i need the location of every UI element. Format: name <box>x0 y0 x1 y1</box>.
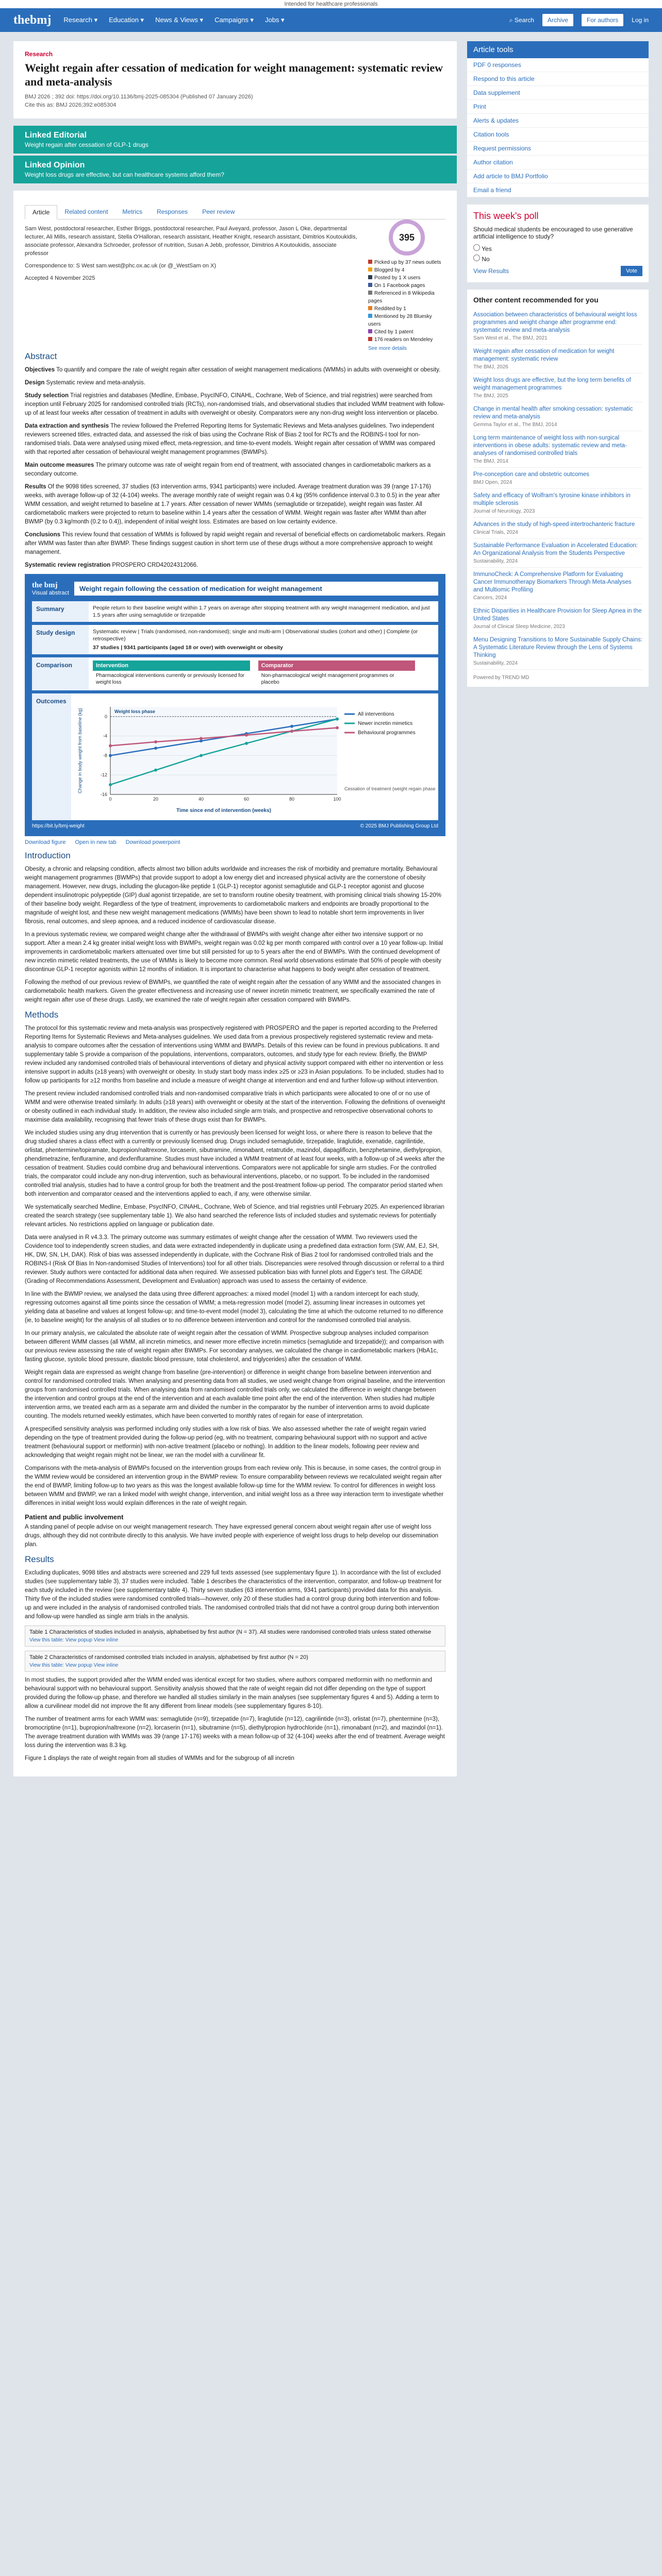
abstract-label: Main outcome measures <box>25 462 94 468</box>
va-logo: the bmj <box>32 581 58 589</box>
tab-metrics[interactable]: Metrics <box>122 208 143 215</box>
abstract-text: The primary outcome was rate of weight regain from end of treatment, with associated changes in cardiometabolic markers as a secondary outcome. <box>25 462 431 477</box>
nav-research[interactable]: Research ▾ <box>63 16 98 24</box>
recommended-meta: Journal of Neurology, 2023 <box>473 509 535 514</box>
recommended-item[interactable] <box>473 308 642 345</box>
series-point <box>290 725 293 728</box>
altmetric-item[interactable] <box>368 259 445 266</box>
recommended-meta: Sam West et al., The BMJ, 2021 <box>473 335 548 341</box>
series-point <box>245 734 248 737</box>
article-tool-item[interactable]: Respond to this article <box>467 72 649 86</box>
nav-campaigns[interactable]: Campaigns ▾ <box>214 16 254 24</box>
series-point <box>245 742 248 745</box>
x-tick-label: 20 <box>153 796 159 802</box>
altmetric-item-text: Mentioned by 28 Bluesky users <box>368 314 432 327</box>
altmetric-swatch <box>368 260 372 264</box>
altmetric-item-text: Cited by 1 patent <box>374 329 413 335</box>
body-paragraph: We systematically searched Medline, Embase, PsycINFO, CINAHL, Cochrane, Web of Science, and trial registries until February 2025. An experienced librarian created the search strategy (see supplementary table 1). We also hand searched the reference lists of included studies and systematic reviews for potentially relevant articles. No restrictions applied on language or publication date. <box>25 1204 444 1228</box>
linked-opinion-title: Linked Opinion <box>25 161 85 170</box>
altmetric-item-text: On 1 Facebook pages <box>374 283 425 289</box>
series-point <box>109 754 112 757</box>
legend-entry: All interventions <box>358 711 394 717</box>
article-tool-item[interactable]: Citation tools <box>467 128 649 142</box>
article-citation: BMJ 2026 ; 392 doi: https://doi.org/10.1136/bmj-2025-085304 (Published 07 January 2026) <box>25 94 253 100</box>
altmetric-item[interactable] <box>368 328 445 336</box>
body-paragraph: In line with the BWMP review, we analysed the data using three different approaches: a mixed model (model 1) with a random intercept for each study, regressing outcomes against all time points since the cessation of WMM; a meta-regression model (model 2), assuming linear increases in outcomes yet yielding data at baseline and values at longest follow-up; and time-to-event model (model 3), calculating the time at which the outcome returned to no difference (ie, to baseline weight) for the analysis of all studies or to no difference between intervention and control for the randomised controlled trial analysis. <box>25 1291 443 1324</box>
recommended-title[interactable]: Safety and efficacy of Wolfram's tyrosine kinase inhibitors in multiple sclerosis <box>473 493 631 506</box>
abstract-label: Design <box>25 380 45 386</box>
body-paragraph: Following the method of our previous review of BWMPs, we quantified the rate of weight regain after the cessation of any WMM and the associated changes in cardiometabolic health markers. Given the greater effectiveness and increasing use of newer incretin mimetic treatment, we specifically examined the rate of weight regain after use of these drugs. Lastly, we examined the rate of weight regain after cessation compared with BWMPs. <box>25 979 441 1003</box>
abstract-text: Of the 9098 titles screened, 37 studies (63 intervention arms, 9341 participants) were included. Average treatment duration was 39 (range 17-176) weeks, with average follow-up of 32 (4-104) weeks. The average monthly rate of weight regain was 0.4 kg (95% confidence interval 0.3 to 0.5) in the year after WMM cessation, and weight returned to baseline at 1.7 years. After cessation of newer WMMs (semaglutide or tirzepatide), weight regain was faster. All cardiometabolic markers were projected to return to baseline within 1.4 years after the cessation of WMM. Weight regain was faster after WMM than after BWMP (by 0.3 kg/month (0.2 to 0.4)), independent of initial weight loss. Estimates are based on low certainty evidence. <box>25 484 440 525</box>
linked-opinion[interactable] <box>13 156 457 183</box>
altmetric-swatch <box>368 337 372 341</box>
weekly-poll <box>467 205 649 282</box>
nav-jobs[interactable]: Jobs ▾ <box>264 16 285 24</box>
altmetric-swatch <box>368 314 372 318</box>
annotation-weight-loss: Weight loss phase <box>114 709 155 714</box>
altmetric-panel <box>368 219 445 351</box>
abstract-text: Trial registries and databases (Medline, Embase, PsycINFO, CINAHL, Cochrane, Web of Science, and trial registries) were searched from inception until February 2025 for randomised controlled trials (RCTs), non-randomised trials, and observational studies that included WMM treatment with follow-up of at least four weeks after cessation of treatment in adults with overweight or obesity. Comparators were any non-drug weight loss intervention or placebo. <box>25 393 445 416</box>
article-tool-item[interactable]: Alerts & updates <box>467 114 649 128</box>
tab-responses[interactable]: Responses <box>157 208 188 215</box>
section-subheading: Patient and public involvement <box>25 1513 124 1521</box>
recommended-item[interactable] <box>473 518 642 539</box>
article-tool-item[interactable]: Add article to BMJ Portfolio <box>467 170 649 183</box>
altmetric-swatch <box>368 283 372 287</box>
recommended-item[interactable] <box>473 374 642 402</box>
y-axis-label: Change in body weight from baseline (kg) <box>77 707 82 794</box>
sidebar <box>467 41 649 687</box>
body-paragraph: In our primary analysis, we calculated the absolute rate of weight regain after the cessation of WMM. Prospective subgroup analyses included comparison between different WMM classes (all WMM, all incretin mimetics, and newer more effective incretin mimetics (semaglutide and tirzepatide)); and comparison with our previous review assessing the rate of weight regain after BWMPs. For secondary analyses, we calculated the change in cardiometabolic markers (HbA1c, fasting glucose, systolic blood pressure, diastolic blood pressure, total cholesterol, and triglycerides) after the cessation of WMM. <box>25 1330 444 1363</box>
series-point <box>154 740 157 743</box>
tab-related[interactable]: Related content <box>64 208 108 215</box>
altmetric-list <box>368 259 445 344</box>
abstract-heading: Abstract <box>25 351 57 361</box>
va-intervention-box <box>93 660 250 687</box>
recommended-item[interactable] <box>473 539 642 568</box>
x-tick-label: 40 <box>198 796 204 802</box>
section-heading: Introduction <box>25 851 71 860</box>
series-point <box>109 744 112 748</box>
table-box <box>25 1625 445 1647</box>
accepted-date: Accepted 4 November 2025 <box>25 275 95 281</box>
body-paragraph: Comparisons with the meta-analysis of BWMPs focused on the intervention groups from each review only. This is because, in some cases, the control group in the WMM review would be considered an intervention group in the BWMP review. To ensure comparability between reviews we recalculated weight regain after the end of BWMP, limiting follow-up to two years as this was the longest available follow-up time for the WMM review. To control for differences in weight loss between WMM and BWMP, we ran a linked model with weight change, intervention, and initial weight loss as a three way interaction term to investigate whether differences in initial weight loss would explain differences in the rate of weight regain. <box>25 1465 444 1506</box>
recommended-meta: Gemma Taylor et al., The BMJ, 2014 <box>473 422 557 428</box>
va-footer-link[interactable]: https://bit.ly/bmj-weight <box>32 823 85 829</box>
annotation-cessation: Cessation of treatment (weight regain phase) <box>344 786 435 791</box>
va-design-row <box>32 625 438 654</box>
article-body <box>13 191 457 1776</box>
body-paragraph: The present review included randomised controlled trials and non-randomised comparative trials in which participants were allocated to one of or no use of WMM and were otherwise treated similarly. In adults (≥18 years) with overweight or obesity at the start of the intervention. Following the definitions of overweight or obesity outlined in each individual study. In addition, the review also included single arm trials, and prospective and retrospective observational cohorts to maximise data availability, recognising that fewer trials of these drugs exist than for BWMPs. <box>25 1091 445 1123</box>
x-tick-label: 60 <box>243 796 250 802</box>
poll-question: Should medical students be encouraged to use generative artificial intelligence to study? <box>473 226 633 240</box>
altmetric-item-text: 176 readers on Mendeley <box>374 337 433 343</box>
body-paragraph: Data were analysed in R v4.3.3. The primary outcome was summary estimates of weight change after the cessation of WMM. Two reviewers used the Covidence tool to independently screen studies, and data were extracted independently in duplicate using a predefined data extraction form (SW, AM, EJ, SH, HK, DW, SN, LH, DAK). Risk of bias was assessed independently in duplicate, with the Cochrane Risk of Bias 2 tool for randomised controlled trials and the ROBINS-I (Risk Of Bias In Non-randomised Studies of Interventions) tool for all other trials. Discrepancies were resolved through discussion or referral to a third reviewer. Study authors were contacted for additional data when required. We assessed publication bias with funnel plots and Egger's test. The GRADE (Grading of Recommendations Assessment, Development and Evaluation) approach was used to assess the certainty of evidence. <box>25 1234 444 1284</box>
search-label: Search <box>514 16 534 24</box>
abstract-paragraph <box>25 531 445 557</box>
abstract-paragraph <box>25 461 445 479</box>
recommended-meta: The BMJ, 2026 <box>473 364 508 370</box>
altmetric-item[interactable] <box>368 274 445 282</box>
linked-editorial[interactable] <box>13 126 457 154</box>
va-title: Weight regain following the cessation of medication for weight management <box>74 582 438 596</box>
article-tools <box>467 41 649 197</box>
recommended-item[interactable] <box>473 489 642 518</box>
linked-opinion-sub: Weight loss drugs are effective, but can healthcare systems afford them? <box>25 171 224 178</box>
recommended-meta: The BMJ, 2025 <box>473 393 508 399</box>
va-comparison-label: Comparison <box>32 657 89 690</box>
abstract-paragraph <box>25 392 445 418</box>
nav-news[interactable]: News & Views ▾ <box>155 16 204 24</box>
search-icon: ⌕ <box>509 16 515 24</box>
y-tick-label: -16 <box>100 792 107 797</box>
abstract-label: Conclusions <box>25 532 61 538</box>
article-tool-item[interactable]: PDF 0 responses <box>467 58 649 72</box>
site-header <box>0 8 662 32</box>
abstract-paragraph <box>25 379 445 387</box>
nav-education[interactable]: Education ▾ <box>109 16 144 24</box>
x-tick-label: 100 <box>333 796 341 802</box>
altmetric-swatch <box>368 291 372 295</box>
va-summary-label: Summary <box>32 601 89 622</box>
altmetric-item-text: Referenced in 8 Wikipedia pages <box>368 291 435 304</box>
recommended-title[interactable]: Association between characteristics of behavioural weight loss programmes and weight change after programme end: systematic review and meta-analysis <box>473 312 637 333</box>
altmetric-item[interactable] <box>368 313 445 328</box>
body-paragraph: Weight regain data are expressed as weight change from baseline (pre-intervention) or difference in weight change from baseline between intervention and control for randomised controlled trials. When analysing and presenting data from all studies, we used weight change from original baseline, and the intervention groups from randomised controlled trials. When analysing data from randomised controlled trials only, we calculated the difference in weight change between the intervention and control groups at the end of the intervention and at each available time point after the end of the intervention. When studies had multiple intervention arms, we treated each arm as a separate arm and divided the number in the comparator by the number of intervention arms to avoid duplicate counting. The models returned weekly estimates, which have been converted to monthly rates of regain for ease of interpretation. <box>25 1369 445 1419</box>
recommended-item[interactable] <box>473 604 642 633</box>
recommended-content <box>467 290 649 687</box>
va-intervention-text: Pharmacological interventions currently or previously licensed for weight loss <box>96 673 244 685</box>
series-point <box>109 783 112 786</box>
abstract-label: Systematic review registration <box>25 562 111 568</box>
article-tool-item[interactable]: Data supplement <box>467 86 649 100</box>
y-tick-label: 0 <box>104 714 107 719</box>
abstract-label: Study selection <box>25 393 69 399</box>
article-tools-heading: Article tools <box>467 41 649 58</box>
series-point <box>336 718 339 721</box>
recommended-title[interactable]: Pre-conception care and obstetric outcomes <box>473 471 590 478</box>
body-paragraph: The number of treatment arms for each WMM was: semaglutide (n=9), tirzepatide (n=7), liraglutide (n=12), cagrilintide (n=3), orlistat (n=7), phentermine (n=3), bromocriptine (n=1), bupropion/naltrexone (n=2), lorcaserin (n=1), sibutramine (n=5), diethylpropion hydrochloride (n=1), rimonabant (n=2), and mazindol (n=1). The average treatment duration with WMMs was 39 (range 17-176) weeks with a mean follow-up of 32 (4-104) weeks after the end of treatment. Average weight loss during the intervention was 8.3 kg. <box>25 1716 445 1749</box>
body-paragraph: In most studies, the support provided after the WMM ended was identical except for two studies, where authors compared metformin with no metformin and behavioural support with no behavioural support. Sensitivity analysis showed that the rate of weight regain did not differ depending on the type of support provided during the follow-up phase, and therefore we handled all studies similarly in the main analyses (see supplementary figures 4 and 5). Adding a term to allow a curvilinear model did not improve the fit any different from linear models (see supplementary figures 8-10). <box>25 1677 439 1709</box>
altmetric-details-link[interactable]: See more details <box>368 346 407 351</box>
recommended-title[interactable]: Advances in the study of high-speed intertrochanteric fracture <box>473 521 635 528</box>
poll-yes-label: Yes <box>482 245 492 252</box>
y-tick-label: -4 <box>103 733 107 739</box>
recommended-item[interactable] <box>473 402 642 431</box>
recommended-title[interactable]: Sustainable Performance Evaluation in Accelerated Education: An Organizational Analysis from the Students Perspective <box>473 543 638 556</box>
bmj-logo[interactable]: thebmj <box>13 13 52 27</box>
va-design-label: Study design <box>32 625 89 654</box>
recommended-meta: The BMJ, 2014 <box>473 459 508 464</box>
va-participants: 37 studies | 9341 participants (aged 18 or over) with overweight or obesity <box>93 645 283 651</box>
recommended-title[interactable]: Ethnic Disparities in Healthcare Provision for Sleep Apnea in the United States <box>473 608 642 622</box>
altmetric-item[interactable] <box>368 336 445 344</box>
va-subtitle: Visual abstract <box>32 590 69 596</box>
article-tool-item[interactable]: Print <box>467 100 649 114</box>
series-point <box>336 726 339 730</box>
body-paragraph: The protocol for this systematic review and meta-analysis was prospectively registered with PROSPERO and the paper is reported according to the Preferred Reporting Items for Systematic Reviews and Meta-analyses guidelines. We used data from a previous prospectively registered systematic review and meta-analysis to compare outcomes after the cessation of interventions using WMM and BWMPs. Details of this review can be found in previous publications. It and supplementary table S provide a comparison of the populations, interventions, comparators, outcomes, and study type for each review. Briefly, the BWMP review included any randomised controlled trials of behavioural interventions of dietary and physical activity support compared with either no intervention or less intensive support in adults (≥18 years) with overweight or obesity. In study start body mass index ≥25 or ≥23 in Asian populations. To be included, studies had to follow up participants for ≥12 months from baseline and include a measure of weight change at intervention and end and further follow-up without intervention. <box>25 1025 444 1084</box>
recommended-title[interactable]: Long term maintenance of weight loss with non-surgical interventions in obese adults: systematic review and meta-analyses of randomised controlled trials <box>473 435 627 456</box>
recommended-item[interactable] <box>473 468 642 489</box>
altmetric-swatch <box>368 275 372 279</box>
series-point <box>290 730 293 733</box>
va-control-text: Non-pharmacological weight management programmes or placebo <box>261 673 394 685</box>
trendmd-credit: Powered by TREND MD <box>473 675 529 681</box>
body-paragraph: Figure 1 displays the rate of weight regain from all studies of WMMs and for the subgroup of all incretin <box>25 1755 294 1761</box>
article-section[interactable]: Research <box>25 50 53 58</box>
abstract-label: Results <box>25 484 46 490</box>
series-point <box>154 769 157 772</box>
recommended-item[interactable] <box>473 568 642 604</box>
for-authors-button[interactable]: For authors <box>582 14 623 26</box>
article-tool-item[interactable]: Email a friend <box>467 183 649 197</box>
x-tick-label: 0 <box>109 796 112 802</box>
abstract-paragraph <box>25 366 445 375</box>
body-paragraph: We included studies using any drug intervention that is currently or has previously been licensed for weight loss, or where there is reason to believe that the drug studied shares a class effect with a currently or previously licensed drug. Drugs included semaglutide, tirzepatide, liraglutide, exenatide, cagrilintide, orlistat, phentermine/topiramate, bupropion/naltrexone, lorcaserin, sibutramine, rimonabant, retatrutide, mazindol, dapagliflozin, benzphetamine, diethylpropion, phendimetrazine, fenfluramine, and dexfenfluramine. Studies must have included a WMM treatment of at least four weeks, with a follow-up of ≥4 weeks after the cessation of treatment. Studies could combine drug and behavioural interventions. Comparators were not applicable for single arm studies. For the controlled trials, the comparator could include any non-drug intervention, such as behavioural interventions, placebo, or no support. To be included in the randomised controlled trial analysis, studies had to have a control group for both the treatment and the post-treatment follow-up period. The comparator period started when both intervention and comparator ceased and the interventions applied to each, if any, were otherwise similar. <box>25 1130 445 1197</box>
recommended-meta: Sustainability, 2024 <box>473 558 518 564</box>
altmetric-score[interactable]: 395 <box>389 219 425 256</box>
altmetric-item-text: Picked up by 37 news outlets <box>374 260 441 265</box>
series-point <box>154 747 157 750</box>
recommended-title[interactable]: Weight regain after cessation of medication for weight management: systematic review <box>473 348 615 362</box>
article-sections <box>25 851 445 1621</box>
altmetric-item[interactable] <box>368 290 445 305</box>
body-paragraph: Obesity, a chronic and relapsing condition, affects almost two billion adults worldwide and increases the risk of morbidity and premature mortality. Behavioural weight management programmes (BWMPs) that provide support to adopt a low energy diet and increased physical activity are the cornerstone of obesity management. However, new drugs, including the glucagon-like peptide 1 (GLP-1) receptor agonist semaglutide and GLP-1 receptor agonist and glucose dependent insulinotropic polypeptide (GIP) dual agonist tirzepatide, are set to transform routine obesity treatment, with promising clinical trials showing 15-20% of their baseline body weight. Regardless of the type of treatment, improvements to cardiometabolic markers and endpoints are broadly proportional to the magnitude of weight lost, and these new weight management medications (WMMs) have been shown to lead to notable short term improvements in liver fibrosis, renal outcomes, and sleep apnoea, and a reduced incidence of cardiovascular disease. <box>25 866 441 925</box>
x-axis-label: Time since end of intervention (weeks) <box>176 808 271 814</box>
article-title: Weight regain after cessation of medication for weight management: systematic review and meta-analysis <box>25 61 443 88</box>
article-header <box>13 41 457 118</box>
va-summary-text: People return to their baseline weight within 1.7 years on average after stopping treatment with any weight management medication, and just 1.5 years after using semaglutide or tirzepatide <box>93 605 430 618</box>
va-outcomes-label: Outcomes <box>32 693 71 820</box>
top-note: Intended for healthcare professionals <box>0 0 662 8</box>
abstract-text: To quantify and compare the rate of weight regain after cessation of weight management medications (WMMs) in adults with overweight or obesity. <box>56 367 441 373</box>
article-tabs <box>25 205 445 219</box>
altmetric-swatch <box>368 306 372 310</box>
visual-abstract <box>25 574 445 836</box>
search-link[interactable] <box>509 16 534 24</box>
table-view-link[interactable]: View this table: View popup View inline <box>29 1637 119 1643</box>
abstract-paragraph <box>25 561 445 570</box>
recommended-heading: Other content recommended for you <box>473 296 599 304</box>
va-control-head: Comparator <box>258 660 416 671</box>
poll-no-label: No <box>482 256 490 263</box>
va-intervention-head: Intervention <box>93 660 250 671</box>
download-powerpoint-link[interactable]: Download powerpoint <box>125 839 180 845</box>
abstract-label: Data extraction and synthesis <box>25 423 109 429</box>
va-outcomes-row <box>32 693 438 820</box>
va-control-box <box>258 660 416 687</box>
table-view-link[interactable]: View this table: View popup View inline <box>29 1663 119 1668</box>
article-tool-item[interactable]: Author citation <box>467 156 649 170</box>
abstract-text: PROSPERO CRD42024312066. <box>112 562 198 568</box>
altmetric-item[interactable] <box>368 266 445 274</box>
abstract-paragraph <box>25 422 445 457</box>
abstract-label: Objectives <box>25 367 55 373</box>
tab-peer-review[interactable]: Peer review <box>202 208 235 215</box>
x-tick-label: 80 <box>289 796 295 802</box>
y-tick-label: -8 <box>103 753 107 758</box>
va-summary-row <box>32 601 438 622</box>
linked-editorial-title: Linked Editorial <box>25 131 87 140</box>
weight-regain-chart <box>74 697 435 815</box>
body-paragraph: In a previous systematic review, we compared weight change after the withdrawal of BWMPs with weight change after either two intensive support or no support. After a mean 2.4 kg greater initial weight loss with BWMPs, weight regain was 0.02 kg per month compared with control over a 10 year follow-up. Initial improvements in cardiometabolic markers attenuated over time but still persisted for up to 5 years after the end of BWMPs. With the continued development of new incretin mimetic related treatments, the use of WMMs is likely to become more common. Real world observations estimate that 50% of people with obesity discontinue GLP-1 receptor agonists within 12 months of initiation. It is important to characterise what happens to body weight after cessation of treatment. <box>25 931 443 973</box>
va-design-text: Systematic review | Trials (randomised, non-randomised); single and multi-arm | Observational studies (cohort and other) | Complete (or retrospective) <box>93 629 418 642</box>
recommended-item[interactable] <box>473 431 642 468</box>
altmetric-item-text: Blogged by 4 <box>374 267 405 273</box>
poll-yes-radio[interactable] <box>473 244 480 251</box>
recommended-title[interactable]: ImmunoCheck: A Comprehensive Platform for Evaluating Cancer Immunotherapy Biomarkers Through Meta-Analyses and Multiomic Profiling <box>473 571 632 593</box>
va-comparison-row <box>32 657 438 690</box>
recommended-meta: Sustainability, 2024 <box>473 660 518 666</box>
login-link[interactable]: Log in <box>632 16 649 24</box>
open-new-tab-link[interactable]: Open in new tab <box>75 839 117 845</box>
section-heading: Methods <box>25 1010 59 1020</box>
recommended-meta: BMJ Open, 2024 <box>473 480 512 485</box>
altmetric-item[interactable] <box>368 305 445 313</box>
body-paragraph: A standing panel of people advise on our weight management research. They have expressed general concern about weight regain after use of weight loss drugs, although they did not contribute directly to this analysis. We have invited people with experience of weight loss drugs to help develop our dissemination plan. <box>25 1524 439 1548</box>
abstract <box>25 351 445 570</box>
recommended-meta: Cancers, 2024 <box>473 595 507 601</box>
article-tool-item[interactable]: Request permissions <box>467 142 649 156</box>
poll-heading: This week's poll <box>473 211 539 221</box>
altmetric-item-text: Reddited by 1 <box>374 306 406 312</box>
poll-results-link[interactable]: View Results <box>473 267 509 275</box>
recommended-item[interactable] <box>473 345 642 374</box>
recommended-meta: Journal of Clinical Sleep Medicine, 2023 <box>473 624 565 630</box>
body-paragraph: A prespecified sensitivity analysis was performed including only studies with a low risk of bias. We also assessed whether the rate of weight regain varied depending on the type of treatment provided during the follow-up period (eg, with no treatment, comparing behavioural support with no support and active treatment (behavioural support or metformin) with non-active treatment (placebo or nothing). In addition to the linear models, following peer review and acknowledging that weight regain might not be linear, we ran the model with a curvilinear fit. <box>25 1426 427 1459</box>
figure-tools <box>25 839 445 845</box>
download-figure-link[interactable]: Download figure <box>25 839 66 845</box>
altmetric-item[interactable] <box>368 282 445 290</box>
abstract-text: This review found that cessation of WMMs is followed by rapid weight regain and reversal of beneficial effects on cardiometabolic markers. Regain after WMM was faster than after BWMP. These findings suggest caution in short term use of these drugs without a more comprehensive approach to weight management. <box>25 532 445 555</box>
legend-entry: Newer incretin mimetics <box>358 721 413 726</box>
abstract-text: The review followed the Preferred Reporting Items for Systematic Reviews and Meta-analyses guidelines. Two independent reviewers screened titles, extracted data, and assessed the risk of bias using the Cochrane Risk of Bias 2 tool for RCTs and the ROBINS-I tool for non-randomised trials. Data were analysed using mixed effect, meta-regression, and time-to-event models. Weight regain after cessation of WMM was compared with that reported after cessation of behavioural weight management programmes (BWMPs). <box>25 423 435 455</box>
main-nav <box>63 16 284 24</box>
altmetric-swatch <box>368 329 372 333</box>
cite-as: Cite this as: BMJ 2026;392:e085304 <box>25 102 117 108</box>
poll-vote-button[interactable]: Vote <box>621 266 642 276</box>
table-caption: Table 1 Characteristics of studies included in analysis, alphabetised by first author (N = 37). All studies were randomised controlled trials unless stated otherwise <box>29 1629 432 1635</box>
recommended-item[interactable] <box>473 633 642 670</box>
va-footer-copyright: © 2025 BMJ Publishing Group Ltd <box>360 823 438 829</box>
altmetric-swatch <box>368 267 372 272</box>
linked-editorial-sub: Weight regain after cessation of GLP-1 drugs <box>25 141 148 148</box>
table-box <box>25 1651 445 1672</box>
abstract-text: Systematic review and meta-analysis. <box>46 380 145 386</box>
poll-no-radio[interactable] <box>473 255 480 261</box>
body-paragraph: Excluding duplicates, 9098 titles and abstracts were screened and 229 full texts assessed (see supplementary figure 1). In accordance with the list of excluded studies (see supplementary table 3), 37 studies were included. Table 1 describes the characteristics of the intervention, comparator, and follow-up treatment for each study included in the review (see supplementary table 4). Thirty seven studies (63 intervention arms, 9341 participants) provided data for this analysis. Thirty five of the included studies were randomised controlled trials—however, only 20 of these studies had a control group during both intervention and follow-up and were included in the analysis of randomised controlled trials. The randomised controlled trials that did not have a control group during both intervention and follow-up were handled as single arm trials in the analysis. <box>25 1570 442 1620</box>
section-heading: Results <box>25 1554 54 1564</box>
y-tick-label: -12 <box>100 772 107 778</box>
altmetric-item-text: Posted by 1 X users <box>374 275 421 281</box>
legend-entry: Behavioural programmes <box>358 730 416 736</box>
archive-button[interactable]: Archive <box>542 14 573 26</box>
abstract-paragraph <box>25 483 445 527</box>
series-point <box>200 754 203 757</box>
article-main <box>13 41 457 1784</box>
recommended-meta: Clinical Trials, 2024 <box>473 530 518 535</box>
recommended-title[interactable]: Weight loss drugs are effective, but the long term benefits of weight management programmes <box>473 377 631 391</box>
tab-article[interactable]: Article <box>25 205 57 219</box>
author-list: Sam West, postdoctoral researcher, Esther Briggs, postdoctoral researcher, Paul Aveyard, professor, Jason L Oke, departmental lecturer, Ali Mills, research assistant, Stella O'Halloran, research assistant, Heather Knight, research assistant, Dimitrios Koutoukidis, associate professor, Alexandra Schroeder, professor of nutrition, Susan A Jebb, professor, Dimitrios A Koutoukidis, associate professor <box>25 226 357 257</box>
series-point <box>200 737 203 740</box>
recommended-title[interactable]: Menu Designing Transitions to More Sustainable Supply Chains: A Systematic Literature Review through the Lens of Systems Thinking <box>473 637 642 658</box>
correspondence: Correspondence to: S West sam.west@phc.ox.ac.uk (or @_WestSam on X) <box>25 263 217 269</box>
table-caption: Table 2 Characteristics of randomised controlled trials included in analysis, alphabetised by first author (N = 20) <box>29 1654 308 1660</box>
recommended-title[interactable]: Change in mental health after smoking cessation: systematic review and meta-analysis <box>473 406 633 420</box>
